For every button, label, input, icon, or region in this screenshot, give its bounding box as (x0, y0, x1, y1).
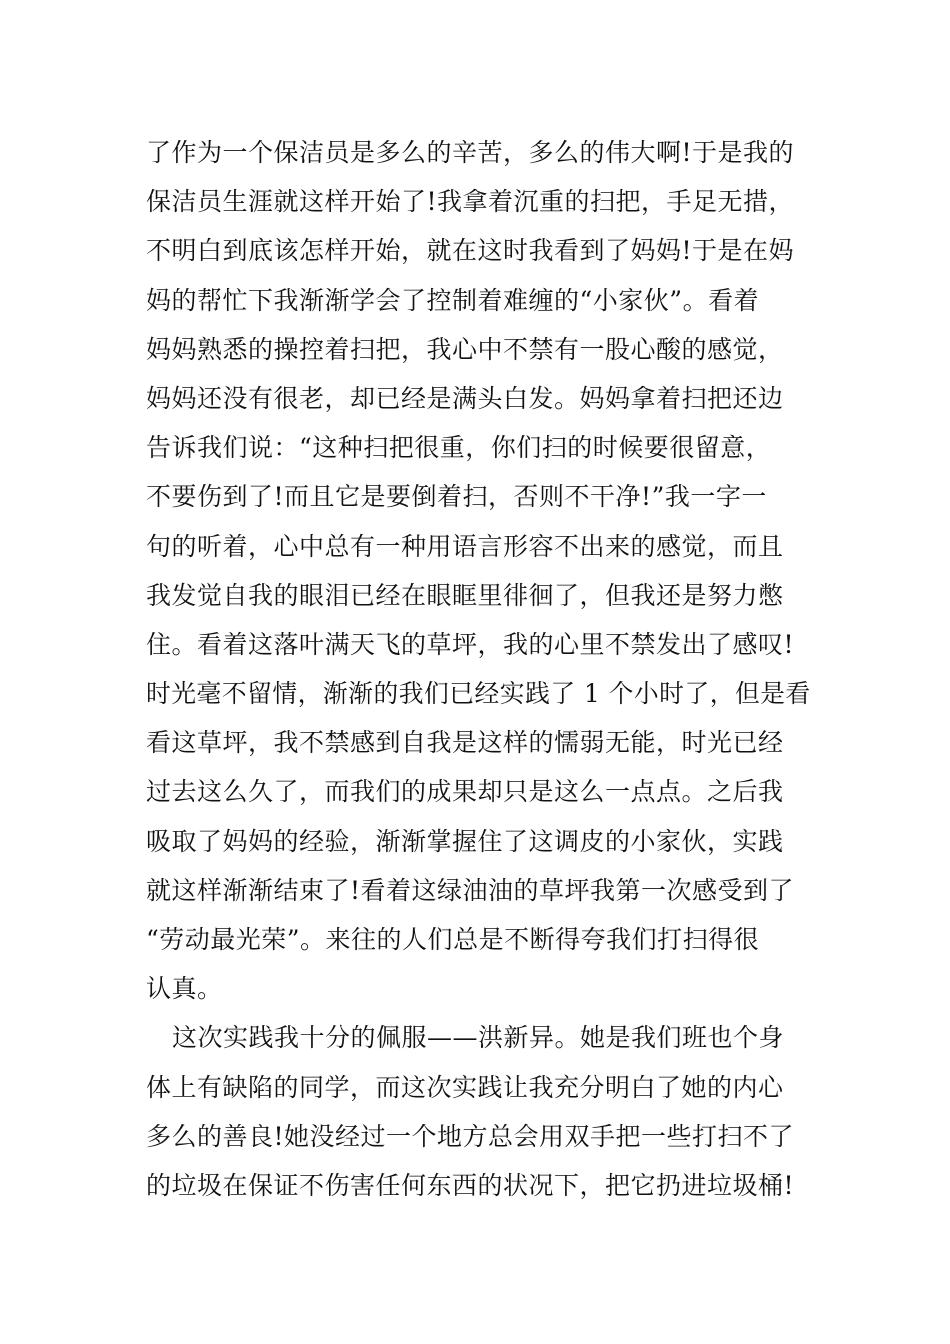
text-line: 体上有缺陷的同学，而这次实践让我充分明白了她的内心 (146, 1072, 784, 1102)
paragraph-start-line: 这次实践我十分的佩服——洪新异。她是我们班也个身 (172, 1023, 785, 1053)
text-line: 保洁员生涯就这样开始了!我拿着沉重的扫把，手足无措， (146, 187, 795, 217)
text-line: 认真。 (146, 974, 223, 1004)
text-line: 的垃圾在保证不伤害任何东西的状况下，把它扔进垃圾桶! (146, 1170, 795, 1200)
text-line: 不要伤到了!而且它是要倒着扫，否则不干净!”我一字一 (146, 482, 767, 512)
text-line: 妈妈还没有很老，却已经是满头白发。妈妈拿着扫把还边 (146, 383, 784, 413)
text-line: 看这草坪，我不禁感到自我是这样的懦弱无能，时光已经 (146, 728, 784, 758)
text-line: 就这样渐渐结束了!看着这绿油油的草坪我第一次感受到了 (146, 875, 795, 905)
text-line: 妈的帮忙下我渐渐学会了控制着难缠的“小家伙”。看着 (146, 285, 760, 315)
text-line: 句的听着，心中总有一种用语言形容不出来的感觉，而且 (146, 531, 784, 561)
text-line: 住。看着这落叶满天飞的草坪，我的心里不禁发出了感叹! (146, 629, 795, 659)
text-line: 了作为一个保洁员是多么的辛苦，多么的伟大啊!于是我的 (146, 138, 795, 167)
text-line: 吸取了妈妈的经验，渐渐掌握住了这调皮的小家伙，实践 (146, 826, 784, 856)
text-line: 不明白到底该怎样开始，就在这时我看到了妈妈!于是在妈 (146, 236, 795, 266)
text-line: 告诉我们说：“这种扫把很重，你们扫的时候要很留意， (146, 433, 772, 463)
body-text (146, 128, 811, 1210)
text-line: 时光毫不留情，渐渐的我们已经实践了 1 个小时了，但是看 (146, 679, 811, 709)
text-line: 我发觉自我的眼泪已经在眼眶里徘徊了，但我还是努力憋 (146, 580, 784, 610)
text-line: 过去这么久了，而我们的成果却只是这么一点点。之后我 (146, 777, 784, 807)
text-line: “劳动最光荣”。来往的人们总是不断得夸我们打扫得很 (146, 925, 760, 954)
text-line: 妈妈熟悉的操控着扫把，我心中不禁有一股心酸的感觉， (146, 334, 784, 364)
text-line: 多么的善良!她没经过一个地方总会用双手把一些打扫不了 (146, 1121, 795, 1151)
